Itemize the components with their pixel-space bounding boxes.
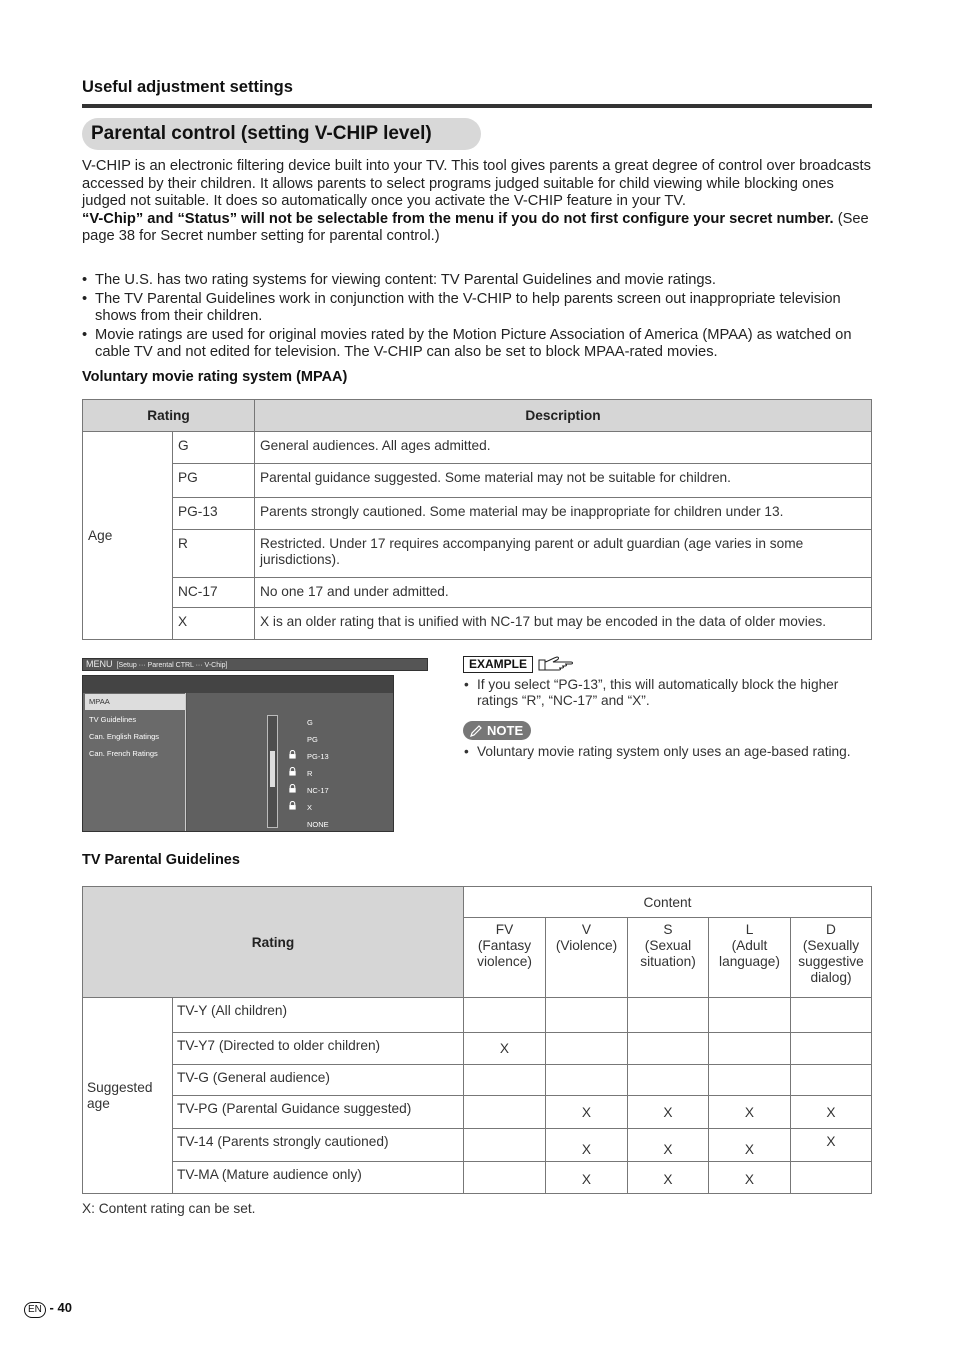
menu-top-bar <box>83 676 393 693</box>
table-cell: X <box>628 1162 709 1194</box>
table-cell <box>464 998 546 1033</box>
table-cell <box>709 1033 791 1065</box>
table-cell <box>628 1033 709 1065</box>
table-cell <box>791 1033 872 1065</box>
menu-item-can-french[interactable]: Can. French Ratings <box>89 749 158 758</box>
mpaa-code: NC-17 <box>173 578 255 608</box>
tv-row-label: TV-14 (Parents strongly cautioned) <box>173 1129 464 1162</box>
content-desc: (Adult language) <box>719 938 780 969</box>
tv-row-label: TV-Y (All children) <box>173 998 464 1033</box>
tv-col-rating: Rating <box>83 887 464 998</box>
rating-option-g[interactable]: G <box>307 718 313 727</box>
menu-label: MENU <box>86 659 113 669</box>
menu-breadcrumb: [Setup ··· Parental CTRL ··· V-Chip] <box>116 662 228 669</box>
tv-guidelines-table <box>82 886 872 1194</box>
intro-paragraph <box>82 158 874 246</box>
content-col-fv <box>464 918 546 998</box>
rating-slider[interactable] <box>267 715 278 828</box>
content-code: S <box>663 922 673 937</box>
language-badge: EN <box>24 1302 46 1318</box>
mpaa-col-rating: Rating <box>83 400 255 432</box>
content-col-l <box>709 918 791 998</box>
bullet-list <box>82 272 874 363</box>
tv-group-suggested-age: Suggested age <box>83 998 173 1194</box>
table-cell: X <box>709 1096 791 1129</box>
table-cell: X <box>546 1129 628 1162</box>
pointing-hand-icon <box>537 654 581 674</box>
list-item: • The U.S. has two rating systems for viewing content: TV Parental Guidelines and movie ratings. <box>82 272 874 290</box>
content-col-d <box>791 918 872 998</box>
note-label: NOTE <box>487 723 524 738</box>
content-code: L <box>745 922 754 937</box>
page-separator: - <box>49 1300 58 1315</box>
menu-screen <box>82 675 394 832</box>
content-desc: (Sexual situation) <box>640 938 696 969</box>
table-cell: X <box>628 1129 709 1162</box>
rating-option-nc17[interactable]: NC-17 <box>307 786 329 795</box>
mpaa-table <box>82 399 872 640</box>
mpaa-desc: Parental guidance suggested. Some material may not be suitable for children. <box>255 464 872 498</box>
tv-col-content: Content <box>464 887 872 918</box>
content-col-v <box>546 918 628 998</box>
page-number <box>24 1300 72 1318</box>
mpaa-heading: Voluntary movie rating system (MPAA) <box>82 369 348 385</box>
content-code: V <box>581 922 592 937</box>
tv-row-label: TV-MA (Mature audience only) <box>173 1162 464 1194</box>
footnote: X: Content rating can be set. <box>82 1201 256 1216</box>
tv-heading: TV Parental Guidelines <box>82 852 240 868</box>
table-cell <box>791 998 872 1033</box>
table-cell <box>709 1065 791 1096</box>
table-cell: X <box>791 1129 872 1162</box>
list-item: • Movie ratings are used for original movies rated by the Motion Picture Association of America (MPAA) as watched on cable TV and not edited for television. The V-CHIP can also be set to block MPAA-rated movies. <box>82 327 874 362</box>
table-cell: X <box>546 1096 628 1129</box>
intro-reference: (See page 38 for Secret number setting for parental control.) <box>82 210 869 244</box>
rating-option-x[interactable]: X <box>307 803 313 812</box>
menu-left-panel <box>83 693 186 831</box>
slider-knob[interactable] <box>270 751 275 787</box>
lock-icon <box>288 801 297 810</box>
mpaa-code: X <box>173 608 255 640</box>
table-cell <box>628 998 709 1033</box>
mpaa-code: PG-13 <box>173 498 255 530</box>
table-cell <box>546 998 628 1033</box>
tv-row-label: TV-Y7 (Directed to older children) <box>173 1033 464 1065</box>
content-desc: (Fantasy violence) <box>477 938 532 969</box>
table-cell: X <box>628 1096 709 1129</box>
content-col-s <box>628 918 709 998</box>
table-cell <box>628 1065 709 1096</box>
mpaa-code: R <box>173 530 255 578</box>
table-cell <box>791 1162 872 1194</box>
table-cell: X <box>709 1129 791 1162</box>
example-section <box>463 654 873 760</box>
header-rule <box>82 104 872 108</box>
content-code: FV <box>495 922 514 937</box>
table-cell <box>464 1129 546 1162</box>
content-desc: (Violence) <box>555 938 618 953</box>
rating-option-pg[interactable]: PG <box>307 735 318 744</box>
mpaa-code: PG <box>173 464 255 498</box>
intro-warning: “V-Chip” and “Status” will not be selectable from the menu if you do not first configure your secret number. <box>82 210 834 227</box>
table-cell <box>546 1065 628 1096</box>
intro-text: V-CHIP is an electronic filtering device built into your TV. This tool gives parents a great degree of control over broadcasts accessed by their children. It allows parents to select programs judged suitable for child viewing while blocking ones judged not suitable. It does so automatically once you activate the V-CHIP feature in your TV. <box>82 158 871 209</box>
content-desc: (Sexually suggestive dialog) <box>798 938 864 985</box>
menu-item-mpaa[interactable]: MPAA <box>85 694 185 710</box>
page-number-value: 40 <box>57 1300 72 1315</box>
tv-row-label: TV-PG (Parental Guidance suggested) <box>173 1096 464 1129</box>
rating-option-none[interactable]: NONE <box>307 820 329 829</box>
menu-item-can-english[interactable]: Can. English Ratings <box>89 732 160 741</box>
list-item: • The TV Parental Guidelines work in conjunction with the V-CHIP to help parents screen out inappropriate television shows from their children. <box>82 291 874 326</box>
table-cell: X <box>464 1033 546 1065</box>
mpaa-desc: Parents strongly cautioned. Some material may be inappropriate for children under 13. <box>255 498 872 530</box>
mpaa-desc: No one 17 and under admitted. <box>255 578 872 608</box>
rating-option-pg13[interactable]: PG-13 <box>307 752 329 761</box>
table-cell: X <box>709 1162 791 1194</box>
table-cell <box>464 1162 546 1194</box>
mpaa-desc: General audiences. All ages admitted. <box>255 432 872 464</box>
note-badge <box>463 721 531 740</box>
lock-icon <box>288 784 297 793</box>
pencil-icon <box>469 724 483 738</box>
lock-icon <box>288 767 297 776</box>
table-cell: X <box>791 1096 872 1129</box>
table-cell <box>464 1065 546 1096</box>
page-title: Parental control (setting V-CHIP level) <box>82 118 481 150</box>
menu-right-panel <box>187 693 393 831</box>
mpaa-group-age: Age <box>83 432 173 640</box>
table-cell <box>791 1065 872 1096</box>
table-cell: X <box>546 1162 628 1194</box>
example-badge: EXAMPLE <box>463 656 533 673</box>
tv-row-label: TV-G (General audience) <box>173 1065 464 1096</box>
table-cell <box>464 1096 546 1129</box>
mpaa-code: G <box>173 432 255 464</box>
note-text: • Voluntary movie rating system only uses an age-based rating. <box>463 744 873 760</box>
lock-icon <box>288 750 297 759</box>
example-text: • If you select “PG-13”, this will automatically block the higher ratings “R”, “NC-17” and “X”. <box>463 677 873 709</box>
menu-bar <box>82 658 428 671</box>
content-code: D <box>826 922 836 937</box>
menu-item-tv-guidelines[interactable]: TV Guidelines <box>89 715 137 724</box>
mpaa-col-description: Description <box>255 400 872 432</box>
table-cell <box>546 1033 628 1065</box>
rating-option-r[interactable]: R <box>307 769 313 778</box>
section-header: Useful adjustment settings <box>82 78 293 96</box>
table-cell <box>709 998 791 1033</box>
mpaa-desc: X is an older rating that is unified with NC-17 but may be encoded in the data of older movies. <box>255 608 872 640</box>
mpaa-desc: Restricted. Under 17 requires accompanying parent or adult guardian (age varies in some jurisdictions). <box>255 530 872 578</box>
